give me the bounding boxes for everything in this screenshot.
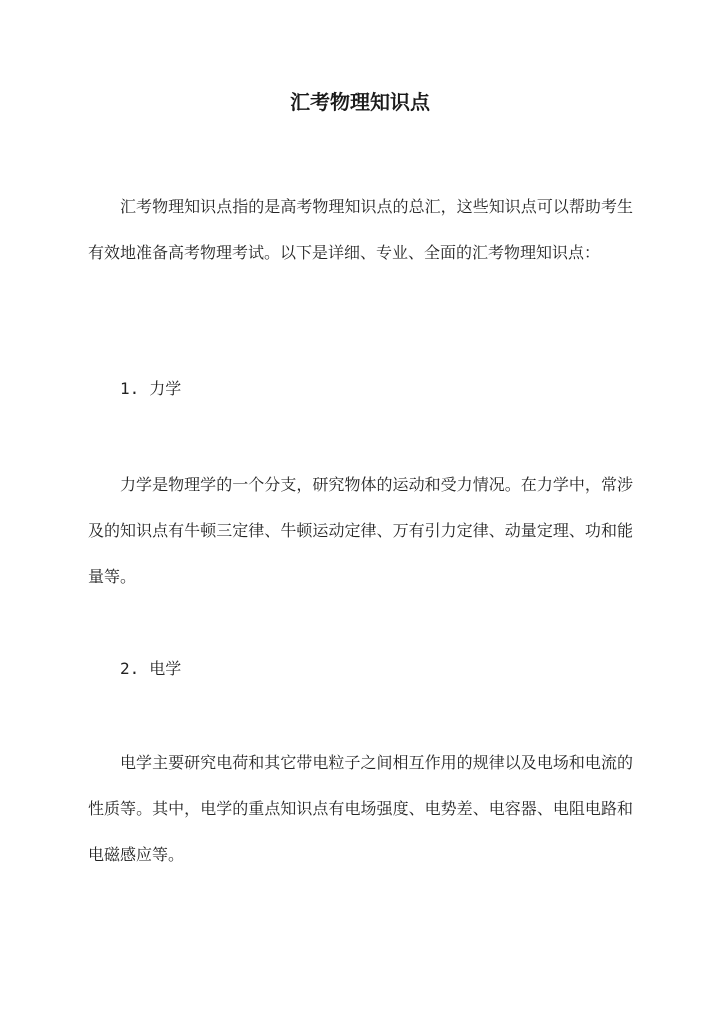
section-heading-text: 力学 bbox=[149, 379, 182, 398]
section-body-mechanics: 力学是物理学的一个分支，研究物体的运动和受力情况。在力学中，常涉及的知识点有牛顿三定律、牛顿运动定律、万有引力定律、动量定理、功和能量等。 bbox=[88, 475, 633, 586]
section-heading-text: 电学 bbox=[149, 659, 182, 678]
section-number: 2. bbox=[120, 659, 140, 678]
document-title: 汇考物理知识点 bbox=[290, 90, 430, 114]
intro-paragraph: 汇考物理知识点指的是高考物理知识点的总汇，这些知识点可以帮助考生有效地准备高考物理考试。以下是详细、专业、全面的汇考物理知识点： bbox=[88, 197, 633, 262]
section-body-electricity: 电学主要研究电荷和其它带电粒子之间相互作用的规律以及电场和电流的性质等。其中，电学的重点知识点有电场强度、电势差、电容器、电阻电路和电磁感应等。 bbox=[88, 753, 633, 864]
section-heading-electricity bbox=[120, 654, 181, 684]
section-number: 1. bbox=[120, 379, 140, 398]
section-heading-mechanics bbox=[120, 374, 181, 404]
